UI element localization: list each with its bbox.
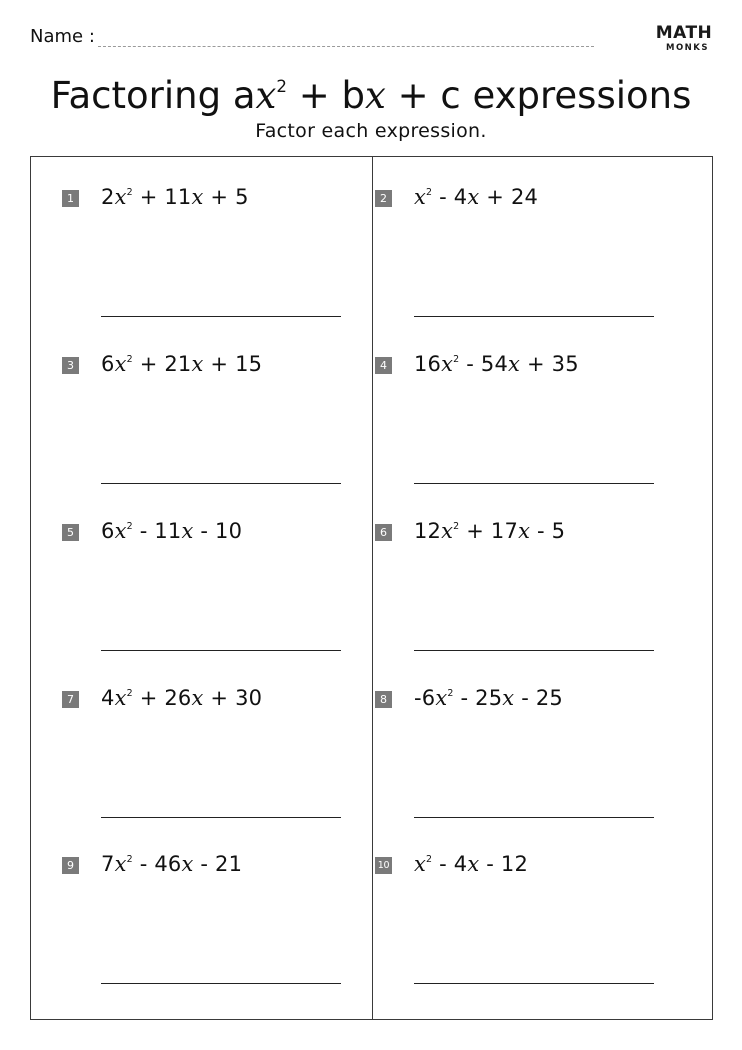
instructions: Factor each expression. (255, 120, 487, 142)
answer-line[interactable] (101, 650, 341, 651)
problem-expression (414, 352, 579, 376)
coefficient-a: 4 (101, 686, 115, 710)
coefficient-a: 6 (101, 519, 115, 543)
constant-c: - 10 (193, 519, 243, 543)
exponent: 2 (447, 688, 454, 700)
coefficient-b: + 11 (132, 185, 192, 209)
problem-6 (375, 521, 675, 671)
variable-x: x (502, 686, 515, 710)
problem-3 (62, 354, 362, 504)
problem-5 (62, 521, 362, 671)
name-field[interactable] (98, 46, 594, 47)
variable-x: x (191, 686, 204, 710)
problem-expression (414, 519, 565, 543)
answer-line[interactable] (101, 483, 341, 484)
coefficient-b: - 46 (132, 852, 182, 876)
exponent: 2 (126, 521, 133, 533)
variable-x: x (114, 352, 127, 376)
constant-c: - 12 (479, 852, 529, 876)
coefficient-a: -6 (414, 686, 436, 710)
name-label: Name : (30, 26, 95, 47)
exponent: 2 (126, 688, 133, 700)
problem-number-badge: 8 (375, 691, 392, 708)
coefficient-a: 6 (101, 352, 115, 376)
variable-x: x (114, 852, 127, 876)
problem-number-badge: 7 (62, 691, 79, 708)
problem-expression (414, 185, 538, 209)
coefficient-a: 7 (101, 852, 115, 876)
column-divider (372, 157, 373, 1019)
problem-4 (375, 354, 675, 504)
coefficient-b: - 4 (432, 852, 468, 876)
problem-2 (375, 187, 675, 337)
answer-line[interactable] (101, 983, 341, 984)
variable-x: x (181, 519, 194, 543)
variable-x: x (467, 185, 480, 209)
exponent: 2 (453, 521, 460, 533)
title-part: + b (287, 73, 366, 117)
coefficient-b: - 25 (453, 686, 503, 710)
problem-8 (375, 688, 675, 838)
problem-expression (414, 686, 563, 710)
variable-x: x (508, 352, 521, 376)
variable-x: x (181, 852, 194, 876)
problem-expression (101, 519, 242, 543)
problem-number-badge: 5 (62, 524, 79, 541)
exponent: 2 (126, 354, 133, 366)
title-part: + c expressions (385, 73, 692, 117)
constant-c: + 35 (520, 352, 579, 376)
constant-c: + 30 (203, 686, 263, 710)
problem-expression (101, 352, 262, 376)
answer-line[interactable] (414, 483, 654, 484)
variable-x: x (114, 185, 127, 209)
problem-9 (62, 854, 362, 1004)
variable-x: x (441, 352, 454, 376)
answer-line[interactable] (101, 316, 341, 317)
logo-subtext: MONKS (666, 43, 710, 53)
coefficient-b: + 17 (459, 519, 519, 543)
problem-expression (414, 852, 528, 876)
exponent: 2 (126, 187, 133, 199)
constant-c: - 21 (193, 852, 243, 876)
problem-number-badge: 3 (62, 357, 79, 374)
constant-c: - 5 (530, 519, 566, 543)
variable-x: x (191, 352, 204, 376)
answer-line[interactable] (101, 817, 341, 818)
problem-expression (101, 686, 262, 710)
coefficient-b: - 4 (432, 185, 468, 209)
problem-1 (62, 187, 362, 337)
problem-number-badge: 6 (375, 524, 392, 541)
variable-x: x (191, 185, 204, 209)
variable-x: x (518, 519, 531, 543)
title-part: Factoring a (50, 73, 256, 117)
problem-10 (375, 854, 675, 1004)
math-monks-logo (652, 25, 716, 53)
constant-c: - 25 (514, 686, 563, 710)
problem-number-badge: 10 (375, 857, 392, 874)
coefficient-a: 2 (101, 185, 115, 209)
answer-line[interactable] (414, 983, 654, 984)
exponent: 2 (126, 854, 133, 866)
variable-x: x (114, 519, 127, 543)
coefficient-b: - 54 (459, 352, 509, 376)
variable-x: x (467, 852, 480, 876)
problem-number-badge: 9 (62, 857, 79, 874)
coefficient-a: 12 (414, 519, 442, 543)
answer-line[interactable] (414, 316, 654, 317)
title-variable: x (255, 73, 277, 117)
variable-x: x (414, 185, 427, 209)
variable-x: x (114, 686, 127, 710)
exponent: 2 (426, 854, 433, 866)
variable-x: x (435, 686, 448, 710)
answer-line[interactable] (414, 817, 654, 818)
problem-7 (62, 688, 362, 838)
problem-number-badge: 2 (375, 190, 392, 207)
title-variable: x (365, 73, 386, 117)
coefficient-a: 16 (414, 352, 442, 376)
exponent: 2 (426, 187, 433, 199)
title-exponent: 2 (276, 77, 287, 96)
coefficient-b: + 26 (132, 686, 192, 710)
answer-line[interactable] (414, 650, 654, 651)
coefficient-b: + 21 (132, 352, 192, 376)
problem-number-badge: 4 (375, 357, 392, 374)
constant-c: + 24 (479, 185, 539, 209)
variable-x: x (441, 519, 454, 543)
worksheet-title (0, 62, 742, 121)
problem-expression (101, 852, 242, 876)
coefficient-b: - 11 (132, 519, 182, 543)
constant-c: + 5 (203, 185, 249, 209)
exponent: 2 (453, 354, 460, 366)
constant-c: + 15 (203, 352, 263, 376)
variable-x: x (414, 852, 427, 876)
logo-wordmark: MATH (655, 23, 713, 43)
problem-grid (30, 156, 713, 1020)
problem-expression (101, 185, 249, 209)
problem-number-badge: 1 (62, 190, 79, 207)
